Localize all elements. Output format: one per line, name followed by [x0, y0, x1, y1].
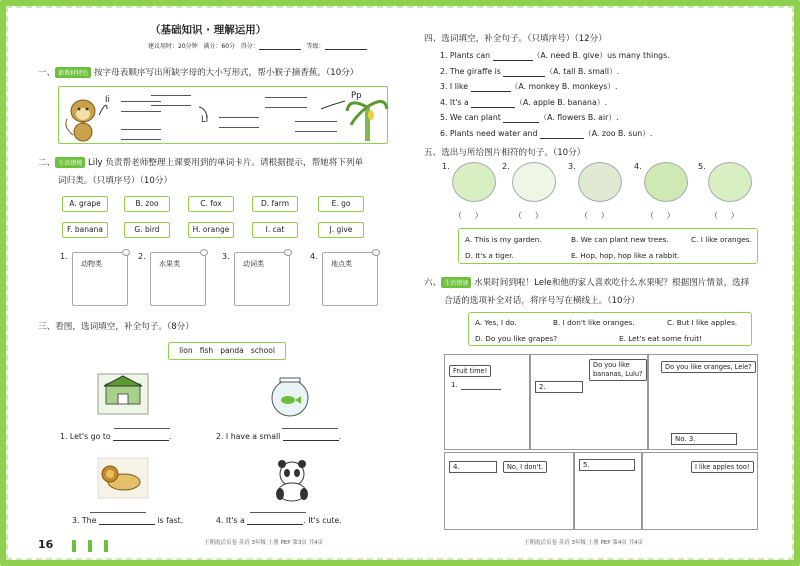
meta-grade: 等级： — [306, 43, 325, 50]
school-picture — [96, 372, 150, 416]
s3-q2-text: 2. I have a small — [216, 432, 281, 441]
speech-bubble: No, I don't. — [503, 461, 547, 473]
picture-5 — [708, 162, 752, 202]
meta-time: 建议用时：20分钟 — [148, 43, 198, 50]
section-number: 六、 — [424, 278, 442, 288]
word-bank: lion fish panda school — [168, 342, 286, 360]
word-card: B. zoo — [124, 196, 170, 212]
section-2-text-1: Lily 负责帮老师整理上课要用到的单词卡片。请根据提示，帮她将下列单 — [87, 158, 364, 168]
section-4-heading — [424, 32, 607, 44]
word-card: G. bird — [124, 222, 170, 238]
s6-option-c: C. But I like apples. — [667, 318, 738, 327]
comic-panel-6 — [642, 452, 758, 530]
blank-number: 5. — [583, 461, 590, 469]
section-tag: 生活情境 — [441, 277, 471, 288]
word-card: E. go — [318, 196, 364, 212]
category-box[interactable] — [150, 252, 206, 306]
s6-option-d: D. Do you like grapes? — [475, 334, 558, 343]
s5-options — [458, 228, 758, 264]
answer-blank[interactable] — [113, 440, 169, 441]
answer-line[interactable] — [121, 101, 161, 102]
speech-bubble: Do you like oranges, Lele? — [661, 361, 756, 373]
word-card: F. banana — [62, 222, 108, 238]
answer-line[interactable] — [151, 105, 191, 106]
answer-parentheses[interactable]: （ ） — [454, 211, 483, 220]
s3-question-2: 2. I have a small . — [216, 432, 342, 441]
s4-question — [440, 128, 653, 139]
section-6-text-2: 合适的选项补全对话，将序号写在横线上。（10分） — [444, 296, 640, 306]
category-number: 3. — [222, 252, 230, 261]
section-number: 五、 — [424, 148, 442, 158]
s5-option-d: D. It's a tiger. — [465, 251, 514, 260]
s3-q4-text-a: 4. It's a — [216, 516, 245, 525]
answer-parentheses[interactable]: （ ） — [514, 211, 543, 220]
word-card: C. fox — [188, 196, 234, 212]
category-label: 动词类 — [243, 260, 264, 268]
s4-question — [440, 81, 618, 92]
s4-options-text: （A. flowers B. air）. — [539, 113, 619, 122]
word-card: D. farm — [252, 196, 298, 212]
footer-right: 王朝霞活页卷 英语 3年级 上册 PEP 第4页 共4页 — [524, 540, 644, 546]
blank-number: 4. — [453, 463, 460, 471]
section-number: 一、 — [38, 68, 56, 78]
picture-number: 1. — [442, 162, 450, 171]
decor-bar — [88, 540, 92, 552]
answer-line[interactable] — [295, 121, 337, 122]
s5-option-a: A. This is my garden. — [465, 235, 542, 244]
speech-line-2: bananas, Lulu? — [593, 370, 643, 378]
s4-question-text: 6. Plants need water and — [440, 128, 538, 138]
answer-line[interactable] — [114, 428, 170, 429]
blank-number: 2. — [539, 383, 546, 391]
answer-line[interactable] — [265, 107, 307, 108]
s6-option-b: B. I don't like oranges. — [553, 318, 635, 327]
s4-question — [440, 66, 619, 77]
comic-panel-4 — [444, 452, 574, 530]
answer-line[interactable] — [121, 111, 161, 112]
section-6-heading — [424, 276, 749, 288]
section-5-heading — [424, 146, 585, 158]
picture-4 — [644, 162, 688, 202]
answer-line[interactable] — [265, 97, 307, 98]
answer-blank[interactable] — [99, 524, 155, 525]
blank-number: 1. — [451, 381, 458, 389]
picture-number: 4. — [634, 162, 642, 171]
speech-bubble: Fruit time! — [449, 365, 491, 377]
fishbowl-picture — [268, 374, 312, 418]
section-tag: 生活情境 — [55, 157, 85, 168]
speech-bubble: I like apples too! — [691, 461, 754, 473]
answer-box[interactable] — [535, 381, 583, 393]
answer-line[interactable] — [295, 131, 337, 132]
answer-line[interactable] — [219, 117, 259, 118]
s3-q1-text: 1. Let's go to — [60, 432, 111, 441]
answer-blank[interactable] — [471, 91, 511, 92]
answer-box[interactable] — [449, 461, 497, 473]
answer-line[interactable] — [90, 512, 146, 513]
answer-blank[interactable] — [493, 60, 533, 61]
blank-number: No. 3. — [675, 435, 696, 443]
category-label: 地点类 — [331, 260, 352, 268]
answer-parentheses[interactable]: （ ） — [710, 211, 739, 220]
category-label: 水果类 — [159, 260, 180, 268]
picture-number: 5. — [698, 162, 706, 171]
section-2-heading — [38, 156, 363, 168]
s4-options-text: （A. tall B. small）. — [545, 66, 620, 76]
thought-bubble-icon — [284, 249, 292, 256]
word-card: I. cat — [252, 222, 298, 238]
picture-1 — [452, 162, 496, 202]
s3-question-4 — [216, 516, 342, 525]
picture-number: 3. — [568, 162, 576, 171]
thought-bubble-icon — [200, 249, 208, 256]
footer-left: 王朝霞活页卷 英语 3年级 上册 PEP 第3页 共4页 — [204, 540, 324, 546]
s6-option-a: A. Yes, I do. — [475, 318, 517, 327]
decor-bar — [104, 540, 108, 552]
answer-blank[interactable] — [247, 524, 303, 525]
answer-line[interactable] — [121, 139, 161, 140]
section-1-heading — [38, 66, 358, 78]
answer-blank[interactable] — [540, 138, 584, 139]
category-box[interactable] — [322, 252, 378, 306]
word-card: A. grape — [62, 196, 108, 212]
answer-parentheses[interactable]: （ ） — [580, 211, 609, 220]
panda-picture — [270, 456, 314, 502]
answer-line[interactable] — [250, 512, 306, 513]
comic-panel-2 — [530, 354, 648, 450]
answer-line[interactable] — [219, 127, 259, 128]
s3-q3-text-b: is fast. — [157, 516, 184, 525]
s4-question-text: 4. It's a — [440, 97, 469, 107]
s5-option-e: E. Hop, hop, hop like a rabbit. — [571, 251, 680, 260]
section-number: 四、 — [424, 34, 442, 44]
s6-options — [468, 312, 752, 346]
middle-letter: Ll — [201, 115, 209, 125]
meta-score: 满分：60分 — [203, 43, 236, 50]
banana-tree-icon — [347, 101, 387, 141]
section-4-text: 选词填空，补全句子。（只填序号）（12分） — [441, 34, 607, 44]
s5-option-c: C. I like oranges. — [691, 235, 752, 244]
section-2-text-2: 词归类。（只填序号）（10分） — [58, 176, 173, 186]
lion-picture — [96, 456, 150, 500]
s4-question-text: 3. I like — [440, 82, 469, 91]
answer-blank[interactable] — [503, 76, 545, 77]
s4-options-text: （A. zoo B. sun）. — [583, 128, 653, 138]
end-letter: Pp — [351, 91, 362, 101]
page-title: （基础知识 · 理解运用） — [150, 24, 267, 36]
alphabet-box — [58, 86, 388, 144]
answer-box[interactable] — [579, 459, 635, 471]
word-card: H. orange — [188, 222, 234, 238]
s4-options-text: （A. need B. give）us many things. — [532, 51, 670, 60]
thought-bubble-icon — [122, 249, 130, 256]
answer-blank[interactable] — [283, 440, 339, 441]
section-3-heading — [38, 320, 194, 332]
s4-question-text: 1. Plants can — [440, 51, 491, 60]
s4-question-text: 2. The giraffe is — [440, 66, 501, 76]
s3-question-1: 1. Let's go to . — [60, 432, 172, 441]
speech-bubble — [589, 359, 647, 381]
comic-panel-1 — [444, 354, 530, 450]
s5-option-b: B. We can plant new trees. — [571, 235, 669, 244]
s6-option-e: E. Let's eat some fruit! — [619, 334, 702, 343]
category-label: 动物类 — [81, 260, 102, 268]
thought-bubble-icon — [372, 249, 380, 256]
s3-q4-text-b: . It's cute. — [303, 516, 342, 525]
answer-line[interactable] — [151, 95, 191, 96]
speech-line-1: Do you like — [593, 361, 630, 369]
section-number: 三、 — [38, 322, 56, 332]
section-tag: 新教材特色 — [55, 67, 91, 78]
answer-box[interactable] — [671, 433, 737, 445]
answer-parentheses[interactable]: （ ） — [646, 211, 675, 220]
section-5-text: 选出与所给图片相符的句子。（10分） — [441, 148, 586, 158]
picture-2 — [512, 162, 556, 202]
section-3-text: 看图，选词填空，补全句子。（8分） — [55, 322, 194, 332]
s4-options-text: （A. monkey B. monkeys）. — [510, 82, 618, 91]
category-box[interactable] — [72, 252, 128, 306]
s4-question — [440, 50, 670, 61]
start-letter: Ii — [105, 95, 110, 105]
category-number: 4. — [310, 252, 318, 261]
section-1-text: 按字母表顺序写出所缺字母的大小写形式，帮小猴子摘香蕉。（10分） — [93, 68, 359, 78]
s3-q3-text-a: 3. The — [72, 516, 97, 525]
answer-line[interactable] — [461, 389, 501, 390]
decor-bar — [72, 540, 76, 552]
arrow-icon — [99, 105, 107, 115]
picture-3 — [578, 162, 622, 202]
meta-line — [148, 41, 367, 50]
s3-question-3 — [72, 516, 183, 525]
monkey-icon — [66, 100, 95, 141]
s4-question — [440, 112, 619, 123]
page-number: 16 — [38, 538, 54, 551]
category-number: 1. — [60, 252, 68, 261]
answer-blank[interactable] — [503, 122, 539, 123]
word-card: J. give — [318, 222, 364, 238]
s4-question-text: 5. We can plant — [440, 113, 501, 122]
answer-blank[interactable] — [471, 107, 515, 108]
s4-question — [440, 97, 607, 108]
answer-line[interactable] — [121, 129, 161, 130]
comic-panel-5 — [574, 452, 642, 530]
meta-get: 得分： — [240, 43, 259, 50]
answer-line[interactable] — [282, 428, 338, 429]
category-box[interactable] — [234, 252, 290, 306]
section-number: 二、 — [38, 158, 56, 168]
comic-panel-3 — [648, 354, 758, 450]
section-6-text-1: 水果时间到啦！Lele和他的家人喜欢吃什么水果呢？根据图片情景，选择 — [473, 278, 750, 288]
s4-options-text: （A. apple B. banana）. — [515, 97, 608, 107]
picture-number: 2. — [502, 162, 510, 171]
category-number: 2. — [138, 252, 146, 261]
